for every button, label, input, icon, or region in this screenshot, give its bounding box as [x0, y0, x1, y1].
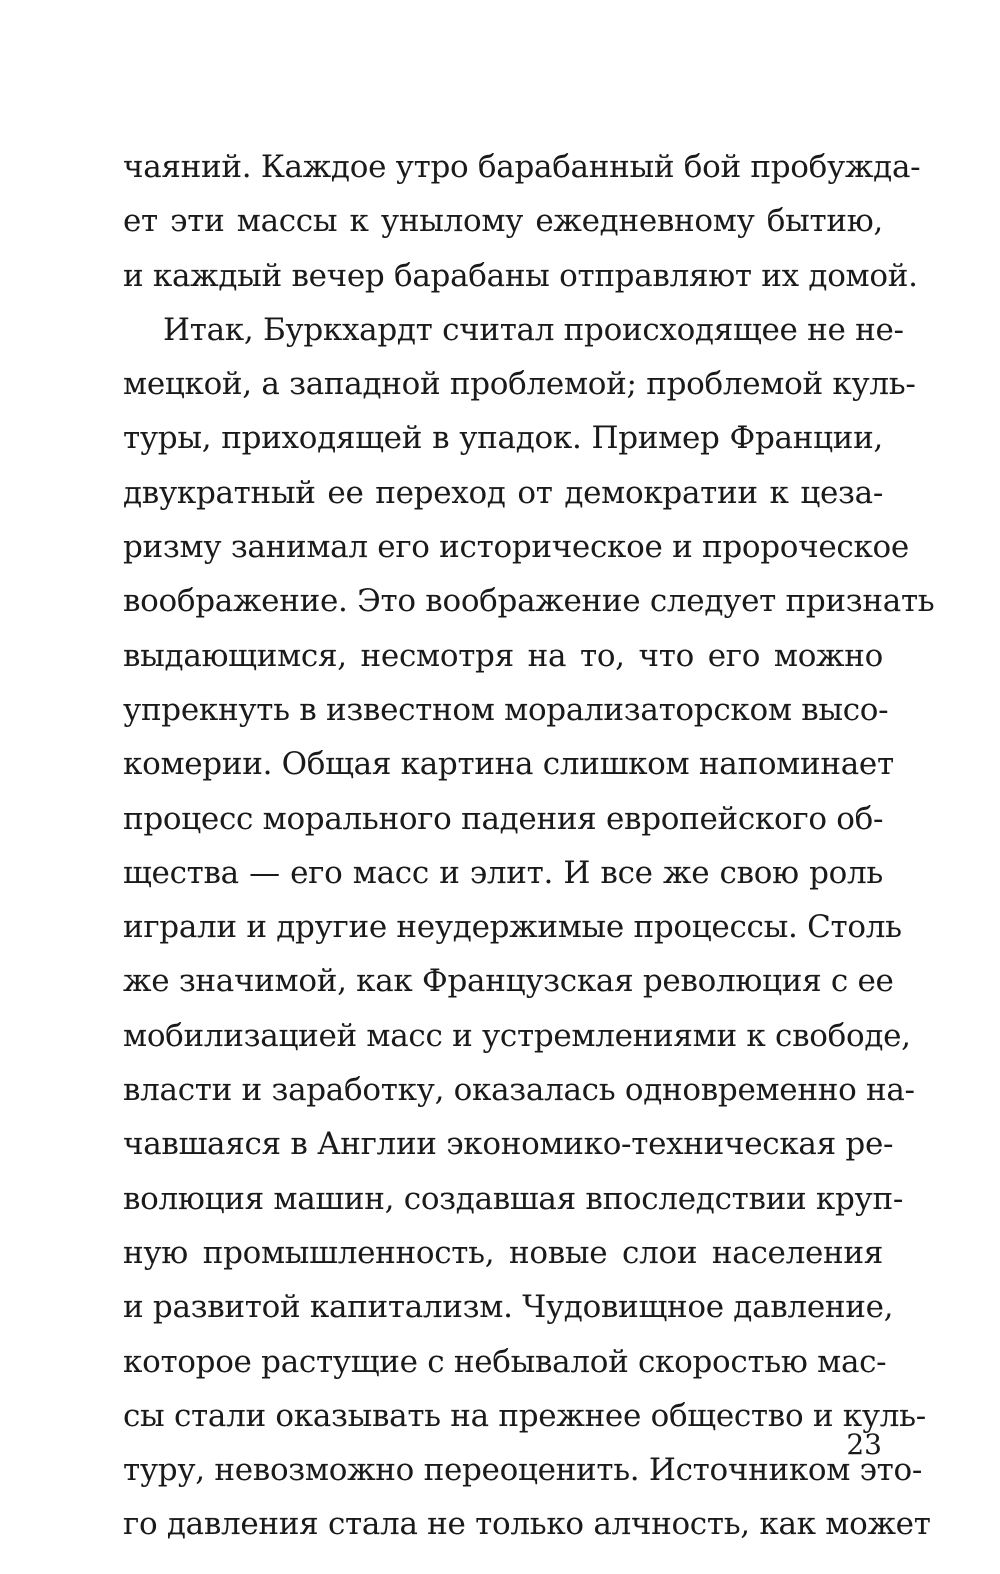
text-line: мобилизацией масс и устремлениями к свободе,: [123, 1017, 911, 1054]
text-line: ет эти массы к унылому ежедневному бытию,: [123, 203, 883, 240]
text-line: власти и заработку, оказалась одновременно на-: [123, 1072, 915, 1109]
text-line: го давления стала не только алчность, как может: [123, 1506, 931, 1543]
text-line: играли и другие неудержимые процессы. Столь: [123, 909, 902, 946]
text-line: и развитой капитализм. Чудовищное давление,: [123, 1289, 894, 1326]
body-text: [123, 140, 935, 1552]
text-line: чавшаяся в Англии экономико-техническая ре-: [123, 1126, 894, 1163]
text-line: мецкой, а западной проблемой; проблемой куль-: [123, 366, 916, 403]
text-line: и каждый вечер барабаны отправляют их домой.: [123, 257, 918, 294]
text-line: двукратный ее переход от демократии к цеза-: [123, 474, 883, 511]
text-line: щества — его масс и элит. И все же свою роль: [123, 854, 883, 891]
text-line: которое растущие с небывалой скоростью мас-: [123, 1343, 887, 1380]
text-line: процесс морального падения европейского об-: [123, 800, 884, 837]
text-line: упрекнуть в известном морализаторском высо-: [123, 691, 889, 728]
text-line: выдающимся, несмотря на то, что его можно: [123, 637, 883, 674]
page-number: 23: [846, 1428, 882, 1461]
text-line: ную промышленность, новые слои населения: [123, 1234, 883, 1271]
text-line: ризму занимал его историческое и пророческое: [123, 529, 909, 566]
text-line: комерии. Общая картина слишком напоминает: [123, 746, 894, 783]
text-line: туры, приходящей в упадок. Пример Франции,: [123, 420, 883, 457]
text-line: Итак, Буркхардт считал происходящее не не-: [163, 311, 904, 348]
text-line: же значимой, как Французская революция с ее: [123, 963, 894, 1000]
text-line: чаяний. Каждое утро барабанный бой пробужда-: [123, 149, 921, 185]
text-line: волюция машин, создавшая впоследствии круп-: [123, 1180, 904, 1217]
text-line: воображение. Это воображение следует признать: [123, 583, 935, 620]
text-line: сы стали оказывать на прежнее общество и куль-: [123, 1397, 926, 1434]
text-line: туру, невозможно переоценить. Источником это-: [123, 1452, 923, 1489]
